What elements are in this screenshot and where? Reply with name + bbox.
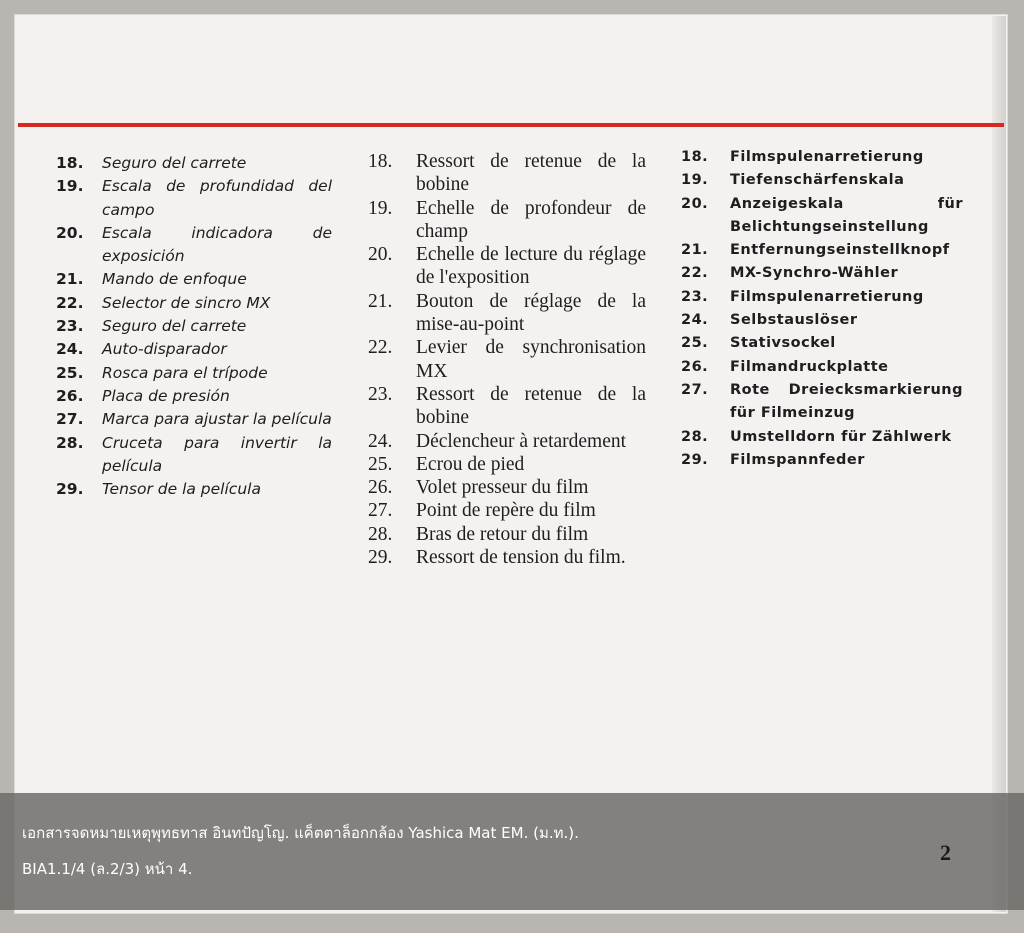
item-number: 20. (368, 244, 393, 266)
item-text: Echelle de lecture du réglage de l'exposition (416, 244, 646, 289)
item-text: Entfernungseinstellknopf (730, 242, 950, 259)
caption-line-1: เอกสารจดหมายเหตุพุทธทาส อินทปัญโญ. แค็ตตาล็อกกล้อง Yashica Mat EM. (ม.ท.). (22, 824, 579, 842)
item-text: MX-Synchro-Wähler (730, 265, 899, 282)
item-text: Déclencheur à retardement (416, 430, 627, 452)
item-number: 27. (56, 410, 84, 429)
item-number: 21. (681, 242, 709, 259)
list-item (368, 546, 646, 569)
item-text: Anzeigeskala für Belichtungseinstellung (730, 195, 963, 235)
item-number: 28. (368, 523, 393, 545)
page-edge (992, 16, 1006, 912)
item-number: 19. (681, 172, 709, 189)
item-number: 18. (56, 154, 84, 172)
item-number: 18. (681, 149, 709, 165)
list-item (681, 262, 963, 285)
spanish-parts-list (56, 152, 332, 501)
list-item (681, 169, 963, 192)
french-parts-list (368, 150, 646, 569)
item-text: Ecrou de pied (416, 453, 525, 475)
list-item (681, 332, 963, 355)
item-number: 21. (368, 290, 393, 312)
item-number: 22. (368, 337, 393, 359)
item-text: Bras de retour du film (416, 523, 589, 545)
list-item (56, 432, 332, 479)
item-text: Levier de synchronisation MX (416, 337, 646, 382)
item-number: 28. (681, 428, 709, 445)
list-item (368, 290, 646, 337)
item-number: 29. (681, 451, 709, 468)
caption-overlay (0, 793, 1024, 910)
item-text: Marca para ajustar la película (102, 410, 332, 429)
list-item (56, 408, 332, 431)
list-item (368, 197, 646, 244)
item-number: 25. (56, 363, 84, 382)
list-item (56, 222, 332, 269)
item-number: 29. (368, 547, 393, 569)
list-item (56, 315, 332, 338)
item-number: 22. (56, 293, 84, 312)
item-number: 21. (56, 270, 84, 289)
item-text: Bouton de réglage de la mise-au-point (416, 290, 646, 336)
item-text: Ressort de retenue de la bobine (416, 383, 646, 429)
list-item (56, 175, 332, 222)
list-item (368, 523, 646, 546)
item-number: 20. (56, 223, 84, 242)
caption-line-2: BIA1.1/4 (ล.2/3) หน้า 4. (22, 860, 193, 878)
german-parts-list (681, 146, 963, 472)
item-number: 24. (681, 312, 709, 329)
item-text: Tiefenschärfenskala (730, 172, 905, 189)
item-text: Auto-disparador (102, 340, 227, 359)
list-item (56, 152, 332, 175)
item-text: Selbstauslöser (730, 312, 858, 329)
item-text: Mando de enfoque (102, 270, 247, 289)
item-number: 24. (368, 430, 393, 452)
list-item (681, 309, 963, 332)
item-text: Tensor de la película (102, 480, 261, 499)
item-text: Rosca para el trípode (102, 363, 268, 382)
list-item (681, 146, 963, 169)
list-item (368, 476, 646, 499)
item-text: Filmspulenarretierung (730, 288, 924, 305)
item-number: 20. (681, 195, 709, 212)
item-number: 26. (368, 477, 393, 499)
item-text: Ressort de tension du film. (416, 547, 626, 569)
item-text: Rote Dreiecksmarkierung für Filmeinzug (730, 381, 963, 422)
item-text: Stativsockel (730, 335, 836, 352)
list-item (681, 356, 963, 379)
list-item (56, 292, 332, 315)
item-text: Point de repère du film (416, 500, 596, 522)
item-number: 28. (56, 433, 84, 452)
item-number: 26. (681, 358, 709, 375)
item-number: 24. (56, 340, 84, 359)
list-item (368, 430, 646, 453)
list-item (681, 379, 963, 426)
item-number: 23. (681, 288, 709, 305)
list-item (368, 453, 646, 476)
page-number: 2 (940, 840, 951, 865)
item-number: 27. (681, 381, 709, 398)
item-text: Echelle de profondeur de champ (416, 197, 646, 242)
list-item (681, 193, 963, 240)
item-number: 19. (368, 197, 393, 219)
item-text: Placa de presión (102, 386, 230, 405)
item-text: Filmspulenarretierung (730, 149, 924, 165)
list-item (56, 478, 332, 501)
list-item (681, 426, 963, 449)
list-item (681, 286, 963, 309)
list-item (368, 336, 646, 383)
item-text: Seguro del carrete (102, 154, 247, 172)
list-item (368, 499, 646, 522)
list-item (56, 385, 332, 408)
item-number: 23. (56, 317, 84, 336)
item-text: Filmspannfeder (730, 451, 865, 468)
list-item (56, 338, 332, 361)
item-number: 26. (56, 386, 84, 405)
list-item (368, 383, 646, 430)
list-item (368, 150, 646, 197)
list-item (368, 243, 646, 290)
item-number: 19. (56, 177, 84, 196)
item-number: 27. (368, 500, 393, 522)
item-number: 22. (681, 265, 709, 282)
item-text: Escala indicadora de exposición (102, 223, 332, 266)
list-item (681, 239, 963, 262)
item-text: Selector de sincro MX (102, 293, 271, 312)
list-item (56, 362, 332, 385)
red-rule (18, 123, 1004, 127)
item-text: Volet presseur du film (416, 477, 589, 499)
item-number: 29. (56, 480, 84, 499)
item-text: Cruceta para invertir la película (102, 433, 332, 475)
item-number: 25. (681, 335, 709, 352)
item-text: Escala de profundidad del campo (102, 177, 332, 219)
list-item (56, 268, 332, 291)
item-number: 18. (368, 151, 393, 172)
item-number: 25. (368, 453, 393, 475)
list-item (681, 449, 963, 472)
item-text: Seguro del carrete (102, 317, 247, 336)
item-text: Ressort de retenue de la bobine (416, 151, 646, 196)
item-text: Umstelldorn für Zählwerk (730, 428, 952, 445)
item-number: 23. (368, 383, 393, 405)
item-text: Filmandruckplatte (730, 358, 889, 375)
